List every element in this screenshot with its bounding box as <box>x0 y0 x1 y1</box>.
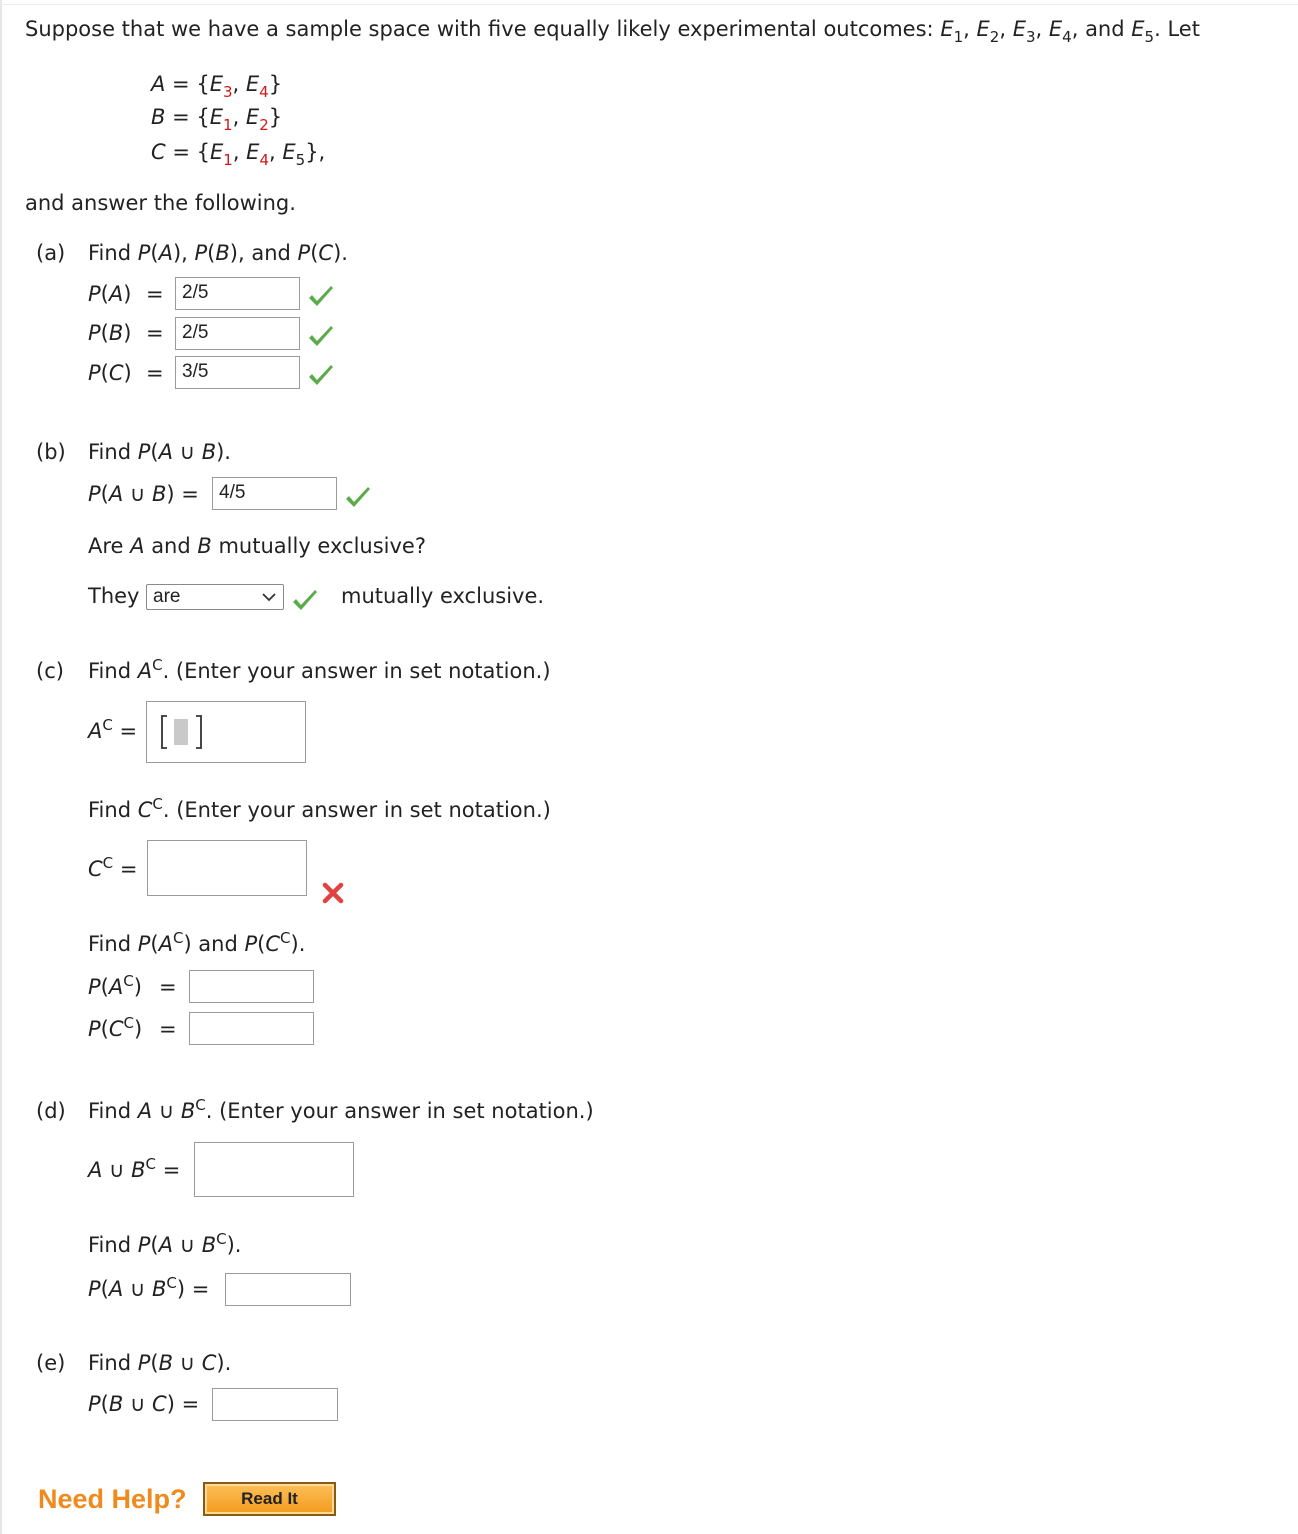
instructions: and answer the following. <box>25 191 296 215</box>
top-border <box>0 4 1298 5</box>
need-help-label: Need Help? <box>38 1484 187 1514</box>
set-notation-cursor-icon <box>160 714 206 750</box>
chevron-down-icon <box>261 589 277 605</box>
cc-label: $C^C$ = <box>88 854 138 881</box>
pc-equals: = <box>146 361 164 385</box>
correct-check-icon <box>307 364 335 388</box>
part-b-letter: (b) <box>36 440 66 464</box>
correct-check-icon <box>307 285 335 309</box>
read-it-button[interactable]: Read It <box>203 1482 336 1516</box>
part-c-prob-prompt: Find $P(A^C)$ and $P(C^C)$. <box>88 929 306 956</box>
pa-input[interactable]: 2/5 <box>175 277 300 310</box>
pac-input[interactable] <box>189 970 314 1003</box>
pc-input[interactable]: 3/5 <box>175 356 300 389</box>
select-value: are <box>153 586 181 607</box>
they-label: They <box>88 584 140 608</box>
incorrect-x-icon <box>321 881 345 905</box>
correct-check-icon <box>291 589 319 613</box>
set-b-definition: $B = \{E_1$, $E_2$} <box>151 105 283 134</box>
pc-label: P(C) <box>88 361 132 385</box>
aubc-input[interactable] <box>194 1142 354 1197</box>
mutually-exclusive-suffix: mutually exclusive. <box>341 584 545 608</box>
part-d-prob-prompt: Find P(A ∪ $B^C$). <box>88 1230 242 1257</box>
pa-label: P(A) <box>88 282 132 306</box>
ac-input[interactable] <box>146 701 306 763</box>
paubc-input[interactable] <box>225 1273 351 1306</box>
pab-label: P(A ∪ B) = <box>88 482 199 506</box>
pac-equals: = <box>159 975 177 999</box>
part-d-prompt: Find A ∪ $B^C$. (Enter your answer in set notation.) <box>88 1096 594 1123</box>
part-c-prompt-ac: Find $A^C$. (Enter your answer in set notation.) <box>88 656 551 683</box>
part-c-letter: (c) <box>36 659 64 683</box>
pb-input[interactable]: 2/5 <box>175 317 300 350</box>
part-a-letter: (a) <box>36 241 66 265</box>
pbuc-input[interactable] <box>212 1388 338 1421</box>
mutually-exclusive-question: Are A and B mutually exclusive? <box>88 534 426 558</box>
part-a-prompt: Find P(A), P(B), and P(C). <box>88 241 348 265</box>
paubc-label: P(A ∪ $B^C$) = <box>88 1274 210 1301</box>
part-d-letter: (d) <box>36 1099 66 1123</box>
pcc-input[interactable] <box>189 1012 314 1045</box>
cc-input[interactable] <box>147 840 307 896</box>
part-b-prompt: Find P(A ∪ B). <box>88 440 231 464</box>
left-border <box>0 0 2 1534</box>
pac-label: $P(A^C)$ <box>88 972 142 999</box>
pab-input[interactable]: 4/5 <box>212 477 337 510</box>
pb-label: P(B) <box>88 321 132 345</box>
pa-equals: = <box>146 282 164 306</box>
mutually-exclusive-select[interactable] <box>146 584 284 610</box>
intro-text: Suppose that we have a sample space with five equally likely experimental outcomes: $E_1$, $E_2$, $E_3$, $E_4$, and $E_5$. Let <box>25 17 1200 46</box>
pb-equals: = <box>146 321 164 345</box>
aubc-label: A ∪ $B^C$ = <box>88 1155 181 1182</box>
set-a-definition: $A = \{E_3$, $E_4$} <box>151 72 283 101</box>
correct-check-icon <box>344 486 372 510</box>
part-e-prompt: Find P(B ∪ C). <box>88 1351 232 1375</box>
pbuc-label: P(B ∪ C) = <box>88 1392 200 1416</box>
correct-check-icon <box>307 325 335 349</box>
part-c-prompt-cc: Find $C^C$. (Enter your answer in set notation.) <box>88 795 551 822</box>
pcc-label: $P(C^C)$ <box>88 1014 143 1041</box>
part-e-letter: (e) <box>36 1351 66 1375</box>
set-c-definition: $C = \{E_1$, $E_4$, $E_5$}, <box>151 140 326 169</box>
ac-label: $A^C$ = <box>88 716 138 743</box>
pcc-equals: = <box>159 1017 177 1041</box>
